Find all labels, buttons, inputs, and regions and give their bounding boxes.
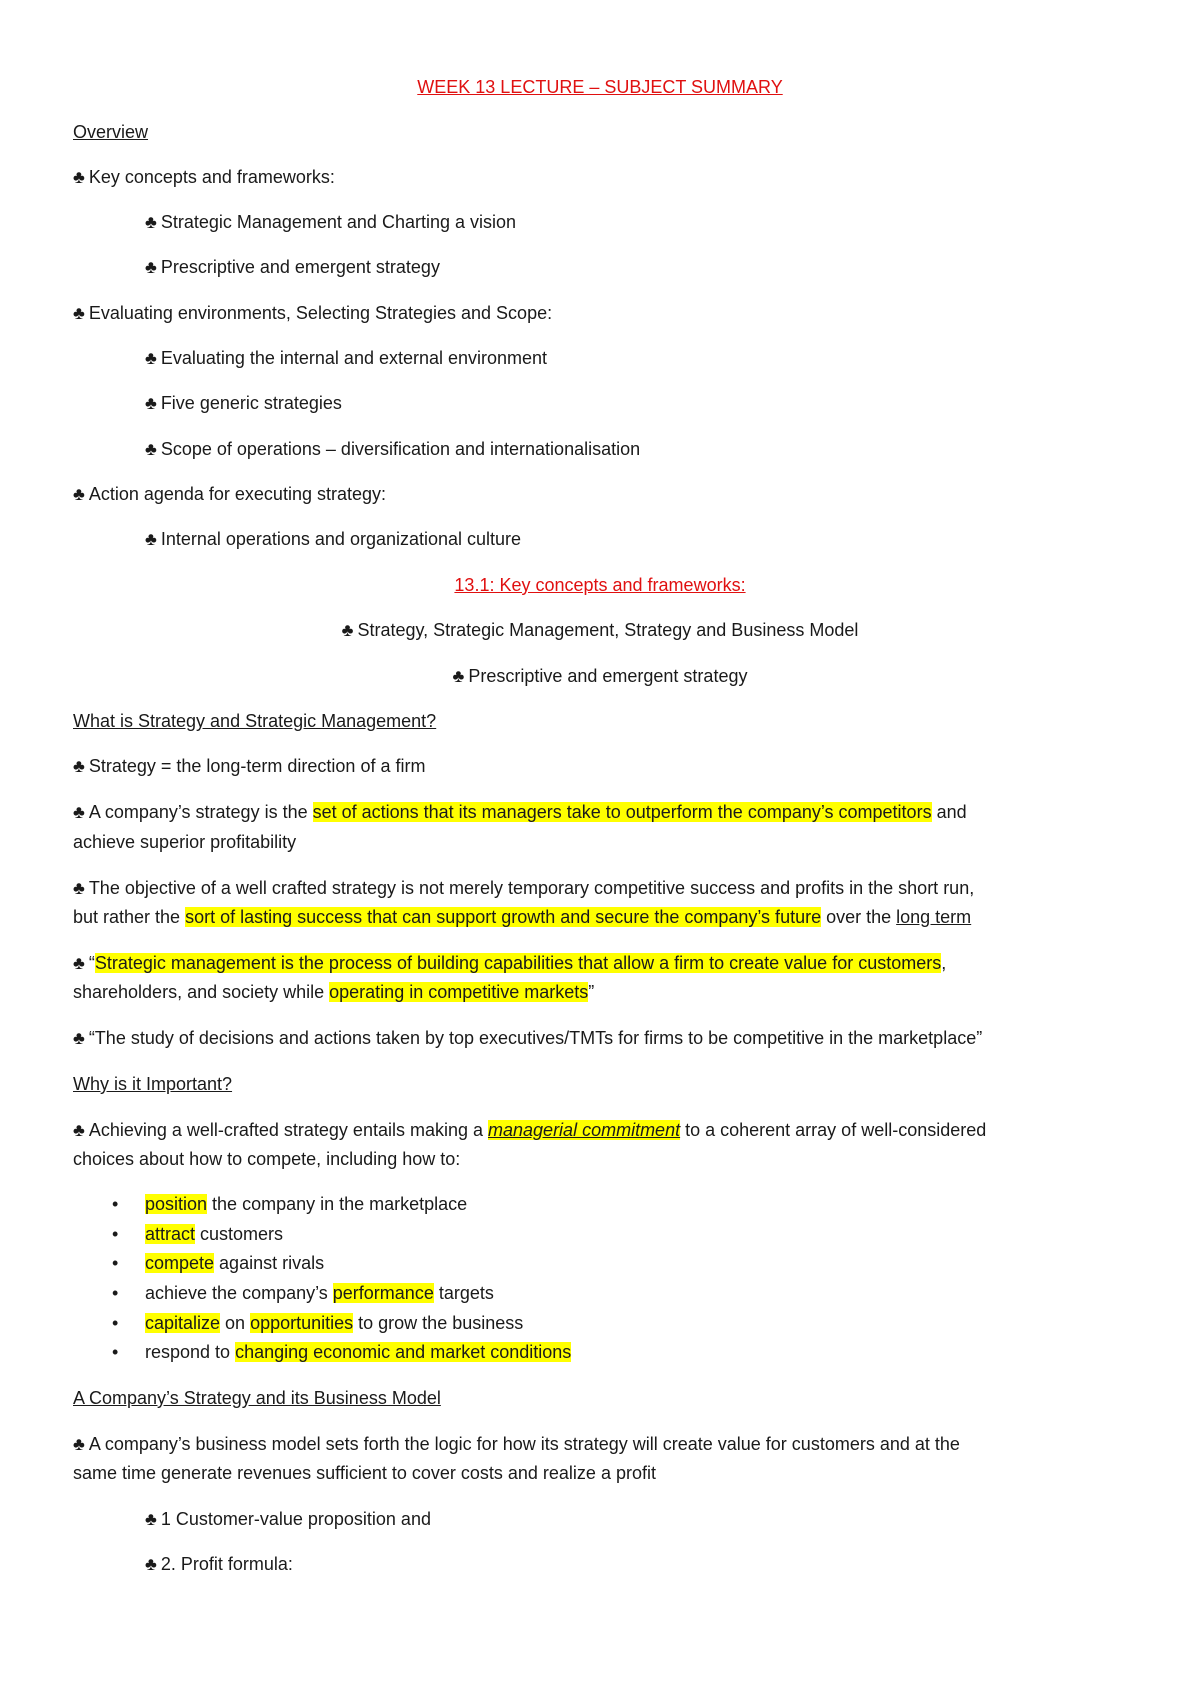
why-heading: Why is it Important? (73, 1074, 233, 1094)
club-bullet-icon: ♣ (73, 484, 85, 504)
paragraph: ♣ A company’s business model sets forth the logic for how its strategy will create value for customers and at the (73, 1434, 960, 1454)
club-bullet-icon: ♣ (73, 1120, 85, 1140)
club-bullet-icon: ♣ (145, 1509, 157, 1529)
list-item: respond to changing economic and market conditions (145, 1342, 572, 1362)
paragraph: ♣ “The study of decisions and actions taken by top executives/TMTs for firms to be competitive in the marketplace” (73, 1028, 983, 1048)
list-item: compete against rivals (145, 1253, 325, 1273)
model-heading: A Company’s Strategy and its Business Model (73, 1388, 441, 1408)
overview-subitem: ♣ Internal operations and organizational culture (145, 529, 522, 549)
section-heading: 13.1: Key concepts and frameworks: (454, 575, 746, 595)
club-bullet-icon: ♣ (145, 1554, 157, 1574)
club-bullet-icon: ♣ (145, 257, 157, 277)
paragraph: ♣ The objective of a well crafted strategy is not merely temporary competitive success and profits in the short run, (73, 878, 975, 898)
club-bullet-icon: ♣ (145, 439, 157, 459)
club-bullet-icon: ♣ (73, 756, 85, 776)
club-bullet-icon: ♣ (145, 393, 157, 413)
paragraph: ♣ “Strategic management is the process of building capabilities that allow a firm to create value for customers, (73, 953, 947, 973)
overview-subitem: ♣ Evaluating the internal and external environment (145, 348, 548, 368)
club-bullet-icon: ♣ (145, 348, 157, 368)
section-topic: ♣ Strategy, Strategic Management, Strategy and Business Model (341, 620, 859, 640)
paragraph: ♣ Achieving a well-crafted strategy entails making a managerial commitment to a coherent array of well-considered (73, 1120, 987, 1140)
list-bullet: • (112, 1313, 119, 1333)
overview-item: ♣ Evaluating environments, Selecting Strategies and Scope: (73, 303, 553, 323)
model-subitem: ♣ 2. Profit formula: (145, 1554, 293, 1574)
list-item: capitalize on opportunities to grow the business (145, 1313, 524, 1333)
highlighted-text: operating in competitive markets (329, 982, 589, 1002)
club-bullet-icon: ♣ (73, 802, 85, 822)
what-heading: What is Strategy and Strategic Management? (73, 711, 437, 731)
club-bullet-icon: ♣ (73, 167, 85, 187)
list-item: attract customers (145, 1224, 284, 1244)
club-bullet-icon: ♣ (145, 529, 157, 549)
paragraph-line: achieve superior profitability (73, 832, 297, 852)
club-bullet-icon: ♣ (73, 953, 85, 973)
overview-item: ♣ Key concepts and frameworks: (73, 167, 335, 187)
list-bullet: • (112, 1194, 119, 1214)
list-item: position the company in the marketplace (145, 1194, 468, 1214)
paragraph-line: choices about how to compete, including how to: (73, 1149, 461, 1169)
club-bullet-icon: ♣ (73, 1028, 85, 1048)
list-bullet: • (112, 1253, 119, 1273)
highlighted-text: sort of lasting success that can support growth and secure the company’s future (185, 907, 822, 927)
overview-subitem: ♣ Five generic strategies (145, 393, 342, 413)
highlighted-text: Strategic management is the process of building capabilities that allow a firm to create value for customers (94, 953, 942, 973)
overview-heading: Overview (73, 122, 149, 142)
paragraph-line: but rather the sort of lasting success that can support growth and secure the company’s future over the long term (73, 907, 972, 927)
list-bullet: • (112, 1342, 119, 1362)
list-item: achieve the company’s performance targets (145, 1283, 494, 1303)
model-subitem: ♣ 1 Customer-value proposition and (145, 1509, 431, 1529)
underlined-text: long term (896, 907, 972, 927)
overview-subitem: ♣ Prescriptive and emergent strategy (145, 257, 440, 277)
club-bullet-icon: ♣ (145, 212, 157, 232)
highlighted-text: set of actions that its managers take to outperform the company’s competitors (312, 802, 932, 822)
list-bullet: • (112, 1283, 119, 1303)
club-bullet-icon: ♣ (73, 303, 85, 323)
section-topic: ♣ Prescriptive and emergent strategy (452, 666, 748, 686)
club-bullet-icon: ♣ (452, 666, 465, 686)
club-bullet-icon: ♣ (73, 1434, 85, 1454)
overview-subitem: ♣ Scope of operations – diversification and internationalisation (145, 439, 641, 459)
club-bullet-icon: ♣ (341, 620, 354, 640)
paragraph: ♣ A company’s strategy is the set of actions that its managers take to outperform the company’s competitors and (73, 802, 967, 822)
paragraph: ♣ Strategy = the long-term direction of a firm (73, 756, 426, 776)
paragraph-line: shareholders, and society while operating in competitive markets” (73, 982, 595, 1002)
document-title: WEEK 13 LECTURE – SUBJECT SUMMARY (417, 77, 783, 97)
paragraph-line: same time generate revenues sufficient to cover costs and realize a profit (73, 1463, 656, 1483)
club-bullet-icon: ♣ (73, 878, 85, 898)
overview-item: ♣ Action agenda for executing strategy: (73, 484, 386, 504)
list-bullet: • (112, 1224, 119, 1244)
highlighted-emphasis-text: managerial commitment (488, 1120, 681, 1140)
overview-subitem: ♣ Strategic Management and Charting a vision (145, 212, 517, 232)
